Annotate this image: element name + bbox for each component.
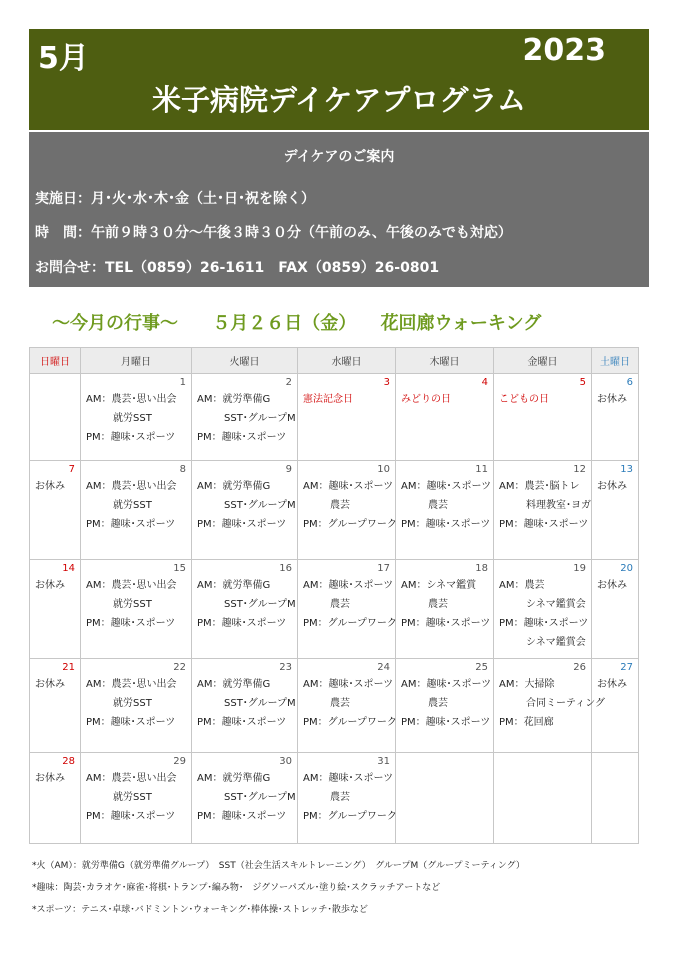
calendar-day-cell	[494, 753, 592, 844]
header-month: 5月	[38, 41, 89, 76]
calendar-day-cell	[192, 659, 298, 753]
calendar-day-cell	[494, 374, 592, 461]
program-line: 就労SST	[113, 698, 152, 709]
day-number: 24	[377, 662, 390, 673]
calendar-day-cell	[192, 374, 298, 461]
day-number: 13	[620, 464, 633, 475]
program-line: 就労SST	[113, 599, 152, 610]
program-line: シネマ鑑賞会	[526, 599, 586, 610]
calendar-day-cell	[192, 461, 298, 560]
program-line: お休み	[597, 580, 627, 591]
weekday-header: 金曜日	[494, 348, 592, 374]
program-line: お休み	[35, 481, 65, 492]
program-line: PM：グループワーク	[303, 811, 397, 822]
program-line: AM：就労準備G	[197, 481, 271, 492]
program-line: AM：趣味･スポーツ	[303, 580, 394, 591]
page-title: 米子病院デイケアプログラム	[151, 83, 527, 117]
footnote: *趣味：陶芸･カラオケ･麻雀･将棋･トランプ･編み物･ ジグソーパズル･塗り絵･スクラッチアートなど	[32, 883, 441, 893]
calendar-day-cell	[81, 753, 192, 844]
program-line: 農芸	[428, 698, 448, 709]
program-line: PM：趣味･スポーツ	[499, 519, 589, 530]
calendar-week-row	[30, 753, 639, 844]
program-line: AM：農芸･思い出会	[86, 679, 177, 690]
weekday-header: 日曜日	[30, 348, 81, 374]
footnote: *火（AM）：就労準備G（就労準備グループ） SST（社会生活スキルトレーニング） グループM（グループミーティング）	[32, 861, 525, 871]
program-line: 農芸	[330, 599, 350, 610]
program-line: AM：農芸･脳トレ	[499, 481, 580, 492]
day-number: 11	[475, 464, 488, 475]
program-line: PM：花回廊	[499, 717, 554, 728]
weekday-header: 火曜日	[192, 348, 298, 374]
footnotes	[32, 855, 525, 921]
program-line: 農芸	[428, 599, 448, 610]
event-name: 花回廊ウォーキング	[380, 313, 542, 334]
program-line: PM：趣味･スポーツ	[401, 519, 491, 530]
program-line: 農芸	[330, 698, 350, 709]
program-line: AM：趣味･スポーツ	[303, 481, 394, 492]
calendar-day-cell	[396, 753, 494, 844]
calendar-week-row	[30, 374, 639, 461]
program-line: AM：農芸	[499, 580, 545, 591]
day-number: 23	[279, 662, 292, 673]
program-line: 農芸	[330, 500, 350, 511]
weekday-header: 木曜日	[396, 348, 494, 374]
program-line: SST･グループM	[224, 792, 296, 803]
day-number: 4	[481, 377, 488, 388]
program-line: お休み	[35, 580, 65, 591]
program-line: AM：農芸･思い出会	[86, 394, 177, 405]
program-line: 就労SST	[113, 500, 152, 511]
program-line: AM：農芸･思い出会	[86, 481, 177, 492]
program-line: AM：就労準備G	[197, 679, 271, 690]
event-label: ～今月の行事～	[52, 313, 178, 334]
program-line: PM：趣味･スポーツ	[86, 432, 176, 443]
calendar-day-cell	[592, 560, 639, 659]
calendar-day-cell	[396, 659, 494, 753]
program-line: AM：就労準備G	[197, 394, 271, 405]
day-number: 10	[377, 464, 390, 475]
day-number: 16	[279, 563, 292, 574]
program-line: PM：趣味･スポーツ	[197, 618, 287, 629]
day-number: 2	[285, 377, 292, 388]
program-line: AM：就労準備G	[197, 580, 271, 591]
info-panel	[29, 132, 649, 287]
program-line: SST･グループM	[224, 599, 296, 610]
program-line: SST･グループM	[224, 500, 296, 511]
weekday-header: 土曜日	[592, 348, 639, 374]
day-number: 20	[620, 563, 633, 574]
day-number: 28	[62, 756, 75, 767]
info-title: デイケアのご案内	[283, 149, 395, 165]
program-line: PM：趣味･スポーツ	[86, 618, 176, 629]
program-line: AM：趣味･スポーツ	[303, 679, 394, 690]
program-line: PM：趣味･スポーツ	[499, 618, 589, 629]
calendar-day-cell	[30, 753, 81, 844]
calendar-day-cell	[30, 374, 81, 461]
day-number: 12	[573, 464, 586, 475]
program-line: お休み	[597, 394, 627, 405]
program-line: PM：グループワーク	[303, 618, 397, 629]
calendar-week-row	[30, 659, 639, 753]
calendar-day-cell	[81, 560, 192, 659]
weekday-header-row	[30, 348, 639, 374]
footnote: *スポーツ：テニス･卓球･バドミントン･ウォーキング･棒体操･ストレッチ･散歩など	[32, 905, 368, 915]
calendar-table	[29, 347, 639, 844]
program-line: PM：趣味･スポーツ	[197, 811, 287, 822]
program-line: PM：グループワーク	[303, 519, 397, 530]
day-number: 6	[626, 377, 633, 388]
day-number: 19	[573, 563, 586, 574]
program-line: PM：趣味･スポーツ	[86, 519, 176, 530]
calendar-day-cell	[494, 560, 592, 659]
program-line: 農芸	[428, 500, 448, 511]
calendar-day-cell	[592, 659, 639, 753]
holiday-label: こどもの日	[499, 394, 549, 405]
calendar-day-cell	[396, 374, 494, 461]
day-number: 18	[475, 563, 488, 574]
day-number	[30, 374, 80, 390]
day-number	[592, 753, 638, 769]
calendar-day-cell	[494, 461, 592, 560]
calendar-day-cell	[81, 374, 192, 461]
program-line: SST･グループM	[224, 698, 296, 709]
header-year: 2023	[522, 33, 606, 68]
program-line: AM：趣味･スポーツ	[401, 679, 492, 690]
day-number: 31	[377, 756, 390, 767]
info-hours: 時 間：午前９時３０分～午後３時３０分（午前のみ、午後のみでも対応）	[35, 225, 512, 241]
calendar-day-cell	[298, 560, 396, 659]
program-line: 合同ミーティング	[526, 698, 605, 709]
day-number: 8	[179, 464, 186, 475]
program-line: PM：趣味･スポーツ	[401, 618, 491, 629]
program-line: PM：趣味･スポーツ	[197, 717, 287, 728]
day-number: 26	[573, 662, 586, 673]
day-number	[494, 753, 591, 769]
holiday-label: 憲法記念日	[303, 394, 353, 405]
header-banner	[29, 29, 649, 130]
info-days: 実施日：月･火･水･木･金（土･日･祝を除く）	[35, 191, 315, 207]
calendar-day-cell	[494, 659, 605, 753]
info-contact: お問合せ：TEL（0859）26-1611 FAX（0859）26-0801	[35, 260, 440, 276]
calendar-day-cell	[81, 461, 192, 560]
holiday-label: みどりの日	[401, 394, 451, 405]
program-line: お休み	[35, 679, 65, 690]
program-line: お休み	[597, 481, 627, 492]
day-number: 9	[285, 464, 292, 475]
program-line: PM：趣味･スポーツ	[401, 717, 491, 728]
monthly-event	[52, 309, 541, 335]
program-line: 農芸	[330, 792, 350, 803]
program-line: AM：趣味･スポーツ	[303, 773, 394, 784]
day-number: 5	[579, 377, 586, 388]
program-line: PM：趣味･スポーツ	[197, 432, 287, 443]
program-line: 就労SST	[113, 413, 152, 424]
program-line: SST･グループM	[224, 413, 296, 424]
program-line: AM：農芸･思い出会	[86, 580, 177, 591]
calendar-day-cell	[592, 374, 639, 461]
program-line: AM：大掃除	[499, 679, 555, 690]
calendar-day-cell	[30, 560, 81, 659]
event-date: ５月２６日（金）	[212, 313, 357, 334]
day-number: 21	[62, 662, 75, 673]
calendar-day-cell	[396, 461, 494, 560]
day-number: 22	[173, 662, 186, 673]
day-number: 30	[279, 756, 292, 767]
day-number: 27	[620, 662, 633, 673]
calendar-day-cell	[192, 753, 298, 844]
calendar-day-cell	[30, 659, 81, 753]
calendar-day-cell	[592, 753, 639, 844]
calendar-day-cell	[298, 659, 396, 753]
day-number: 14	[62, 563, 75, 574]
day-number: 17	[377, 563, 390, 574]
program-line: PM：趣味･スポーツ	[86, 811, 176, 822]
program-line: PM：趣味･スポーツ	[86, 717, 176, 728]
program-line: AM：就労準備G	[197, 773, 271, 784]
day-number	[396, 753, 493, 769]
day-number: 29	[173, 756, 186, 767]
calendar-week-row	[30, 560, 639, 659]
program-line: 料理教室･ヨガ	[526, 500, 591, 511]
calendar-day-cell	[592, 461, 639, 560]
calendar-day-cell	[298, 753, 396, 844]
program-line: PM：趣味･スポーツ	[197, 519, 287, 530]
day-number: 25	[475, 662, 488, 673]
weekday-header: 月曜日	[81, 348, 192, 374]
program-line: 就労SST	[113, 792, 152, 803]
day-number: 15	[173, 563, 186, 574]
program-line: お休み	[597, 679, 627, 690]
calendar-day-cell	[396, 560, 494, 659]
calendar-day-cell	[30, 461, 81, 560]
day-number: 3	[383, 377, 390, 388]
program-line: お休み	[35, 773, 65, 784]
program-line: AM：農芸･思い出会	[86, 773, 177, 784]
calendar-week-row	[30, 461, 639, 560]
weekday-header: 水曜日	[298, 348, 396, 374]
program-line: PM：グループワーク	[303, 717, 397, 728]
program-line: AM：趣味･スポーツ	[401, 481, 492, 492]
calendar-day-cell	[298, 374, 396, 461]
calendar-day-cell	[298, 461, 396, 560]
day-number: 1	[179, 377, 186, 388]
program-line: シネマ鑑賞会	[526, 637, 586, 648]
calendar-day-cell	[192, 560, 298, 659]
program-line: AM：シネマ鑑賞	[401, 580, 477, 591]
day-number: 7	[68, 464, 75, 475]
calendar-day-cell	[81, 659, 192, 753]
